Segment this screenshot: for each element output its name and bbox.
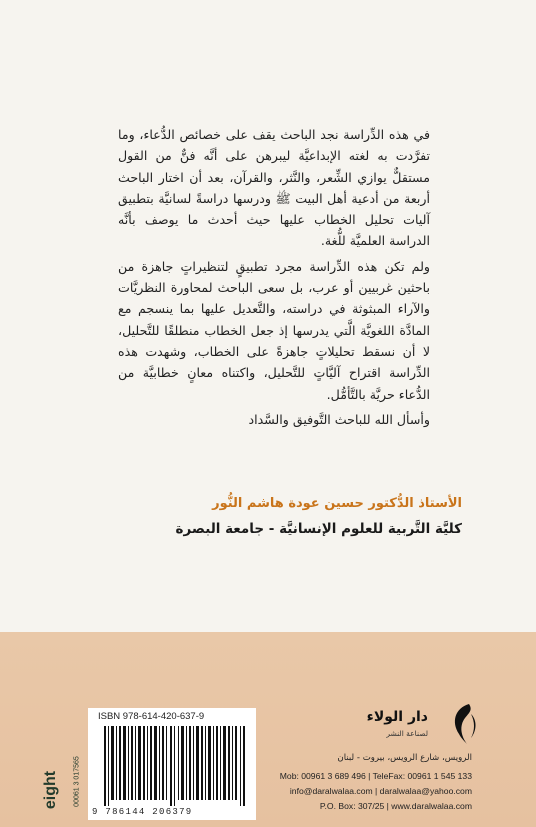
blurb-paragraph-1: في هذه الدِّراسة نجد الباحث يقف على خصائص الدُّعاء، وما تفرَّدت به لغته الإبداعيَّة ليبرهن على أنَّه فنٌّ من القول مستقلٌّ يوازي الشِّعر، والنَّثر، والقرآن، بعد أن اختار الباحث أربعة من أدعية أهل البيت ﷺ ودرسها دراسةً لسانيَّة بتطبيق آليات تحليل الخطاب عليها حيث أحدث ما يوصف بأنَّه الدراسة العلميَّة للُّغة. xyxy=(118,127,430,249)
author-affiliation: كليَّة التَّربية للعلوم الإنسانيَّة - جامعة البصرة xyxy=(175,521,462,537)
blurb-paragraph-3: وأسأل الله للباحث التَّوفيق والسَّداد xyxy=(248,411,430,427)
eight-logo-code: 00061 3 017565 xyxy=(73,756,81,807)
publisher-subtitle: لصناعة النشر xyxy=(386,729,428,738)
blurb-paragraph-2: ولم تكن هذه الدِّراسة مجرد تطبيقٍ لتنظيراتٍ جاهزة من باحثين غربيين أو عرب، بل سعى الباحث لمحاورة النظريَّات والآراء المبثوثة في دراسته، والتَّعديل عليها بما ينسجم مع المادَّة اللغويَّة الَّتي يدرسها إذ جعل الخطاب منطلقًا للتَّحليل، لا أن نسقط تحليلاتٍ جاهزةً على الخطاب، وشهدت هذه الدِّراسة اقتراح آليَّاتٍ للتَّحليل، واكتناه معانٍ خطابيَّة من الدُّعاء حريَّة بالتَّأمُّل. xyxy=(118,258,430,402)
author-name: الأستاذ الدُّكتور حسين عودة هاشم النُّور xyxy=(212,496,462,511)
publisher-address: الرويس، شارع الرويس، بيروت - لبنان xyxy=(337,753,472,763)
publisher-name: دار الولاء xyxy=(366,709,428,725)
publisher-email: info@daralwalaa.com | daralwalaa@yahoo.com xyxy=(289,786,472,796)
publisher-phone: Mob: 00961 3 689 496 | TeleFax: 00961 1 545 133 xyxy=(279,771,472,781)
barcode-digits: 9 786144 206379 xyxy=(92,807,193,817)
publisher-logo-icon xyxy=(447,702,481,746)
barcode-icon xyxy=(104,726,248,806)
publisher-pobox: P.O. Box: 307/25 | www.daralwalaa.com xyxy=(319,801,472,811)
eight-logo-text: eight xyxy=(42,770,59,810)
isbn-label: ISBN 978-614-420-637-9 xyxy=(98,711,205,722)
blurb xyxy=(118,124,430,430)
